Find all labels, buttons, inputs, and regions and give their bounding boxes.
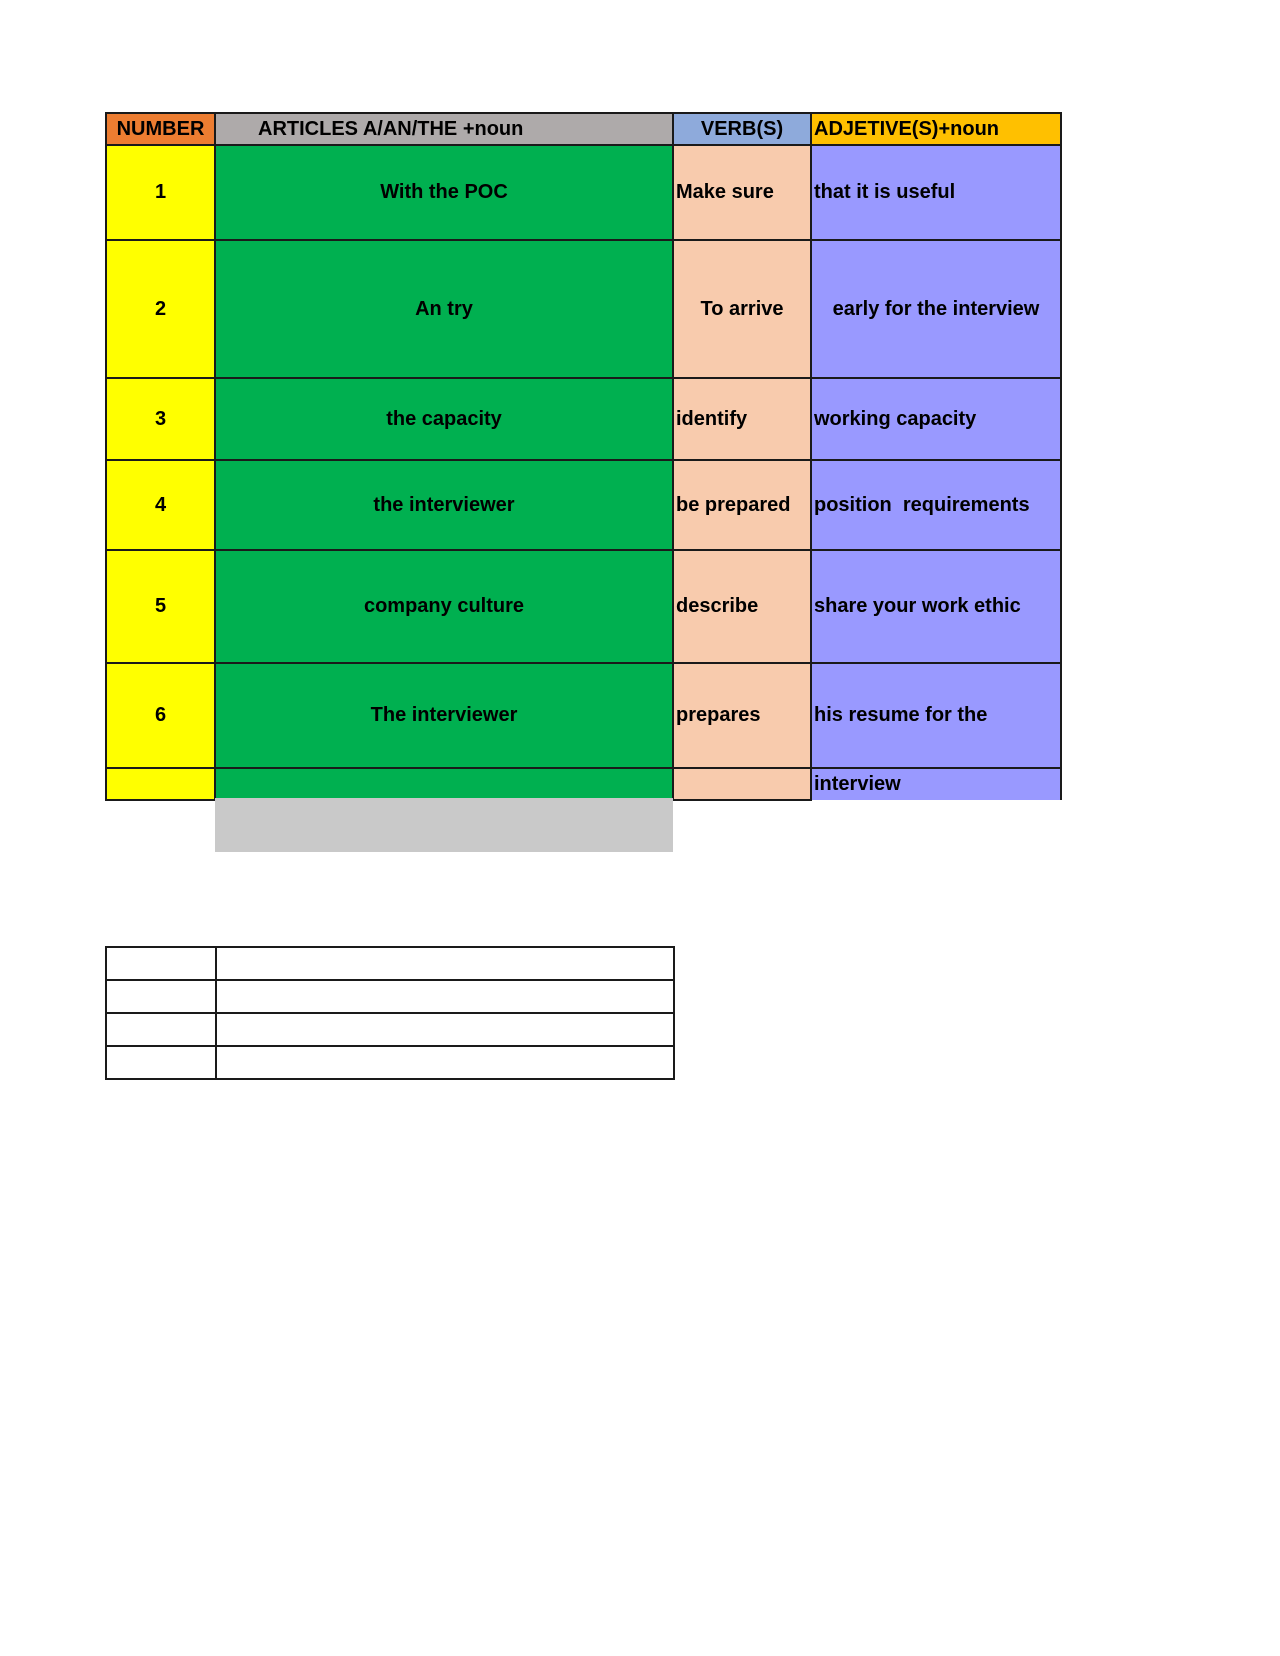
vocabulary-table [105, 112, 1062, 801]
adjective-cell[interactable]: that it is useful [811, 145, 1061, 240]
verb-cell[interactable]: be prepared [673, 460, 811, 550]
article-cell[interactable]: the capacity [215, 378, 673, 460]
table-row [106, 1046, 674, 1079]
number-cell[interactable]: 1 [106, 145, 215, 240]
gray-filled-cell[interactable] [215, 798, 673, 852]
table-row [106, 768, 1061, 800]
number-cell[interactable]: 5 [106, 550, 215, 663]
header-articles[interactable]: ARTICLES A/AN/THE +noun [215, 113, 673, 145]
number-cell[interactable]: 2 [106, 240, 215, 378]
number-cell[interactable] [106, 768, 215, 800]
number-cell[interactable]: 6 [106, 663, 215, 768]
adjective-cell[interactable]: position requirements [811, 460, 1061, 550]
empty-cell[interactable] [106, 1013, 216, 1046]
verb-cell[interactable] [673, 768, 811, 800]
table-row [106, 550, 1061, 663]
article-cell[interactable]: the interviewer [215, 460, 673, 550]
article-cell[interactable]: An try [215, 240, 673, 378]
header-number[interactable]: NUMBER [106, 113, 215, 145]
empty-cell[interactable] [216, 1013, 674, 1046]
article-cell[interactable]: The interviewer [215, 663, 673, 768]
empty-cell[interactable] [106, 1046, 216, 1079]
adjective-cell[interactable]: his resume for the [811, 663, 1061, 768]
adjective-cell[interactable]: working capacity [811, 378, 1061, 460]
empty-cell[interactable] [216, 1046, 674, 1079]
table-row [106, 378, 1061, 460]
table-row [106, 240, 1061, 378]
table-row [106, 663, 1061, 768]
table-row [106, 980, 674, 1013]
number-cell[interactable]: 4 [106, 460, 215, 550]
verb-cell[interactable]: To arrive [673, 240, 811, 378]
header-adjectives[interactable]: ADJETIVE(S)+noun [811, 113, 1061, 145]
verb-cell[interactable]: describe [673, 550, 811, 663]
adjective-cell[interactable]: early for the interview [811, 240, 1061, 378]
article-cell[interactable]: company culture [215, 550, 673, 663]
header-row [106, 113, 1061, 145]
header-verbs[interactable]: VERB(S) [673, 113, 811, 145]
adjective-cell[interactable]: share your work ethic [811, 550, 1061, 663]
empty-table [105, 946, 675, 1080]
table-row [106, 145, 1061, 240]
adjective-cell[interactable]: interview [811, 768, 1061, 800]
number-cell[interactable]: 3 [106, 378, 215, 460]
verb-cell[interactable]: Make sure [673, 145, 811, 240]
article-cell[interactable]: With the POC [215, 145, 673, 240]
verb-cell[interactable]: prepares [673, 663, 811, 768]
article-cell[interactable] [215, 768, 673, 800]
empty-cell[interactable] [106, 947, 216, 980]
empty-cell[interactable] [216, 947, 674, 980]
empty-cell[interactable] [216, 980, 674, 1013]
table-row [106, 1013, 674, 1046]
empty-cell[interactable] [106, 980, 216, 1013]
table-row [106, 460, 1061, 550]
verb-cell[interactable]: identify [673, 378, 811, 460]
table-row [106, 947, 674, 980]
